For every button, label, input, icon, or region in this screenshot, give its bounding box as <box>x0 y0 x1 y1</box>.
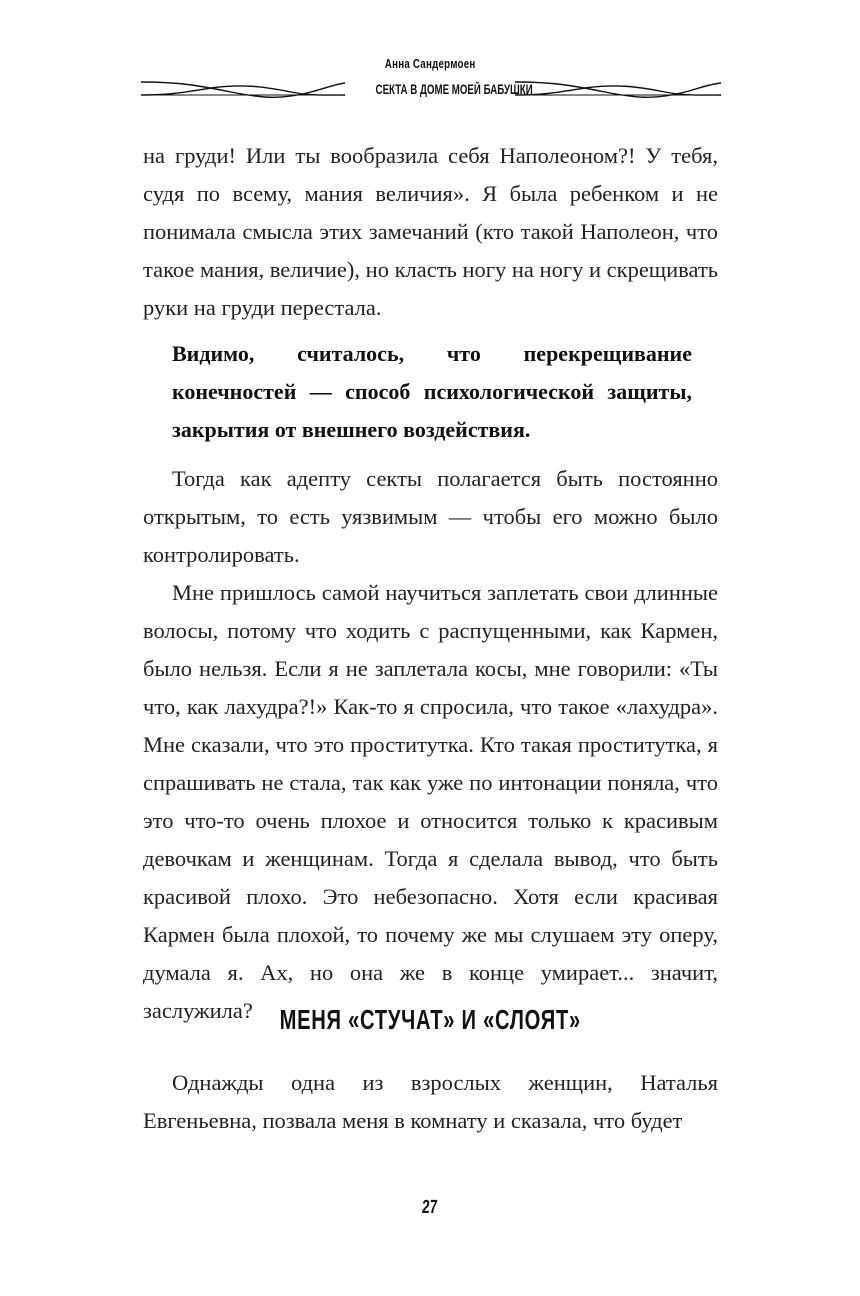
decorative-ornament-right-icon <box>515 78 721 102</box>
paragraph-continued <box>143 137 718 327</box>
paragraph-group-after-heading <box>143 1064 718 1140</box>
running-head-author: Анна Сандермоен <box>384 57 476 71</box>
bold-commentary-text: Видимо, считалось, что перекрещивание конечностей — способ психологической защиты, закрытия от внешнего воздействия. <box>172 341 692 442</box>
bold-commentary-block <box>172 335 692 449</box>
paragraph-text: Тогда как адепту секты полагается быть постоянно открытым, то есть уязвимым — чтобы его можно было контролировать. <box>143 466 718 567</box>
paragraph-group <box>143 460 718 1030</box>
section-heading: МЕНЯ «СТУЧАТ» И «СЛОЯТ» <box>279 1004 581 1035</box>
decorative-ornament-left-icon <box>141 78 345 102</box>
paragraph-text: Мне пришлось самой научиться заплетать свои длинные волосы, потому что ходить с распущенными, как Кармен, было нельзя. Если я не заплетала косы, мне говорили: «Ты что, как лахудра?!» Как-то я спросила, что такое «лахудра». Мне сказали, что это проститутка. Кто такая проститутка, я спрашивать не стала, так как уже по интонации поняла, что это что-то очень плохое и относится только к красивым девочкам и женщинам. Тогда я сделала вывод, что быть красивой плохо. Это небезопасно. Хотя если красивая Кармен была плохой, то почему же мы слушаем эту оперу, думала я. Ах, но она же в конце умирает... значит, заслужила? <box>143 580 718 1023</box>
paragraph-text: Однажды одна из взрослых женщин, Наталья Евгеньевна, позвала меня в комнату и сказала, что будет <box>143 1070 718 1133</box>
paragraph-text: на груди! Или ты вообразила себя Наполеоном?! У тебя, судя по всему, мания величия». Я была ребенком и не понимала смысла этих замечаний (кто такой Наполеон, что такое мания, величие), но класть ногу на ногу и скрещивать руки на груди перестала. <box>143 143 718 320</box>
page-number: 27 <box>421 1197 439 1218</box>
running-head-book-title: СЕКТА В ДОМЕ МОЕЙ БАБУШКИ <box>375 82 533 97</box>
running-head <box>0 55 860 73</box>
running-head-title-row <box>0 78 860 102</box>
